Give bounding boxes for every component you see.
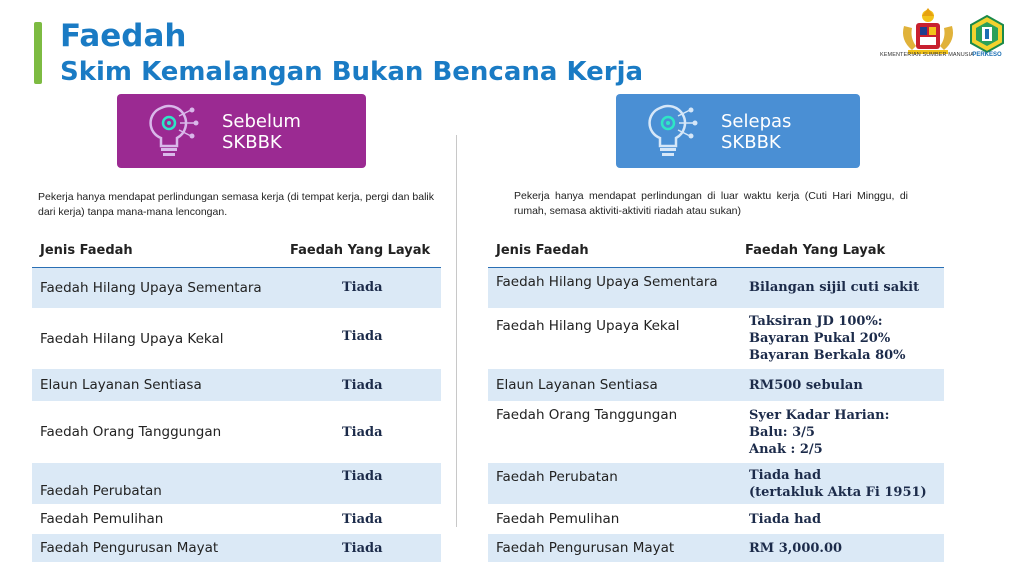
benefit-value: Tiada had xyxy=(749,511,822,527)
title-accent-bar xyxy=(34,22,42,84)
benefit-name: Faedah Pengurusan Mayat xyxy=(488,534,737,562)
table-row xyxy=(32,267,441,308)
after-badge-label: Selepas SKBBK xyxy=(721,111,792,153)
table-row xyxy=(488,534,944,562)
table-row xyxy=(32,369,441,401)
benefit-name: Faedah Pengurusan Mayat xyxy=(32,534,282,562)
benefit-name: Faedah Perubatan xyxy=(488,463,737,504)
column-header: Jenis Faedah xyxy=(32,234,282,267)
benefit-value: Bilangan sijil cuti sakit xyxy=(737,267,944,308)
before-intro-text: Pekerja hanya mendapat perlindungan semasa kerja (di tempat kerja, pergi dan balik dari kerja) tanpa mana-mana lencongan. xyxy=(38,191,434,218)
benefit-value: RM500 sebulan xyxy=(737,369,944,401)
table-row xyxy=(32,308,441,369)
benefit-value: Tiada xyxy=(282,463,441,504)
title-sub: Skim Kemalangan Bukan Bencana Kerja xyxy=(60,57,644,87)
before-badge-label: Sebelum SKBBK xyxy=(222,111,301,153)
benefit-name: Faedah Hilang Upaya Sementara xyxy=(488,267,737,308)
benefit-value: Tiada xyxy=(282,267,441,308)
table-header-row xyxy=(488,234,944,267)
benefit-value: Tiada xyxy=(342,329,383,344)
table-row xyxy=(488,369,944,401)
benefit-value: RM 3,000.00 xyxy=(737,534,944,562)
benefit-name: Elaun Layanan Sentiasa xyxy=(488,369,737,401)
benefit-value: Syer Kadar Harian: Balu: 3/5 Anak : 2/5 xyxy=(749,407,890,457)
benefit-name: Elaun Layanan Sentiasa xyxy=(32,369,282,401)
table-row xyxy=(32,534,441,562)
benefit-name: Faedah Orang Tanggungan xyxy=(496,407,678,423)
benefit-value: Tiada xyxy=(342,511,383,527)
table-row xyxy=(488,267,944,308)
column-header: Jenis Faedah xyxy=(488,234,737,267)
benefit-value: Tiada xyxy=(342,424,383,440)
lightbulb-gear-icon xyxy=(139,102,201,160)
benefit-name: Faedah Pemulihan xyxy=(496,511,620,527)
after-benefits-table xyxy=(488,234,944,562)
before-benefits-table xyxy=(32,234,441,562)
perkeso-logo-icon xyxy=(967,14,1007,54)
benefit-value: Taksiran JD 100%: Bayaran Pukal 20% Bayaran Berkala 80% xyxy=(749,314,906,363)
table-row xyxy=(488,504,944,534)
benefit-name: Faedah Hilang Upaya Kekal xyxy=(40,330,224,347)
perkeso-text: PERKESO xyxy=(972,52,1002,58)
lightbulb-gear-icon xyxy=(638,102,700,160)
page-title xyxy=(60,18,643,90)
benefit-value: Tiada xyxy=(282,369,441,401)
benefit-name: Faedah Hilang Upaya Kekal xyxy=(496,318,680,334)
benefit-name: Faedah Hilang Upaya Sementara xyxy=(32,267,282,308)
table-row xyxy=(32,463,441,504)
benefit-name: Faedah Perubatan xyxy=(32,463,282,504)
table-row xyxy=(32,504,441,534)
column-header: Faedah Yang Layak xyxy=(282,234,441,267)
column-header: Faedah Yang Layak xyxy=(737,234,944,267)
benefit-value: Tiada xyxy=(282,534,441,562)
column-divider xyxy=(456,135,457,527)
after-badge xyxy=(616,94,860,168)
benefit-name: Faedah Pemulihan xyxy=(40,511,164,527)
ministry-text: KEMENTERIAN SUMBER MANUSIA xyxy=(880,52,974,58)
table-row xyxy=(488,308,944,369)
table-row xyxy=(488,401,944,463)
before-badge xyxy=(117,94,366,168)
after-intro-text: Pekerja hanya mendapat perlindungan di luar waktu kerja (Cuti Hari Minggu, di rumah, semasa aktiviti-aktiviti riadah atau sukan) xyxy=(514,190,908,217)
benefit-value: Tiada had (tertakluk Akta Fi 1951) xyxy=(737,463,944,504)
benefit-name: Faedah Orang Tanggungan xyxy=(40,424,222,440)
title-main: Faedah xyxy=(60,18,187,54)
table-row xyxy=(32,401,441,463)
table-row xyxy=(488,463,944,504)
table-header-row xyxy=(32,234,441,267)
